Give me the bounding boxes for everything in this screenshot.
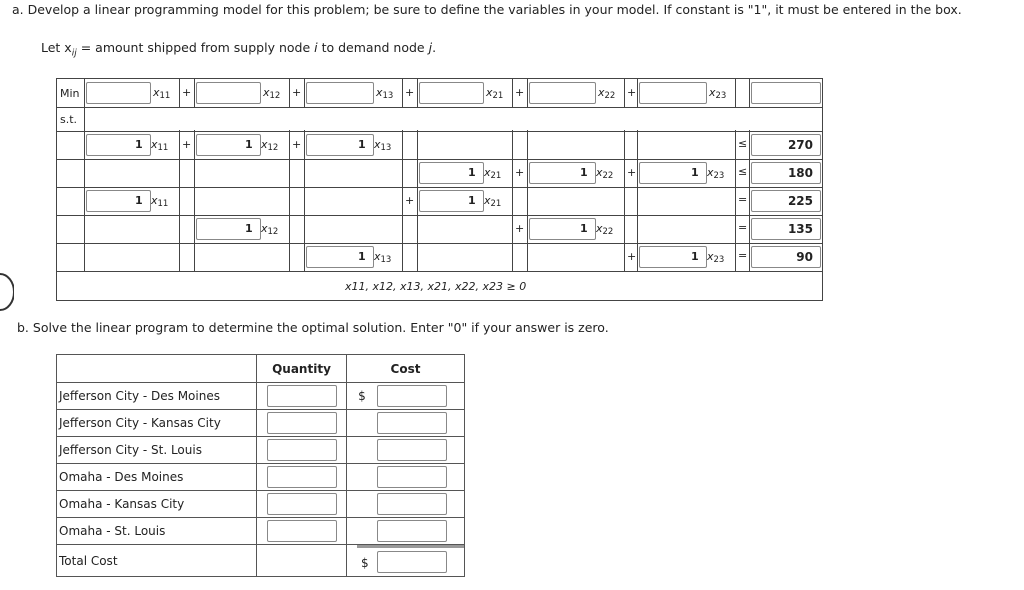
objective-coef-input-11[interactable] (86, 82, 151, 104)
result-row (57, 383, 465, 410)
constraint2-var-21: $x_{21}$ (484, 166, 502, 181)
cost-cell (347, 518, 465, 545)
result-row (57, 410, 465, 437)
constraint1-var-12: $x_{12}$ (261, 138, 279, 153)
let-j: j (428, 40, 433, 55)
cost-cell (347, 464, 465, 491)
total-cost-cell (347, 545, 465, 577)
part-b-instruction: b. Solve the linear program to determine the optimal solution. Enter "0" if your answer is zero. (17, 320, 609, 335)
quantity-input[interactable] (267, 493, 337, 515)
quantity-cell (257, 464, 347, 491)
constraint2-plus-4: + (627, 166, 637, 179)
min-label: Min (60, 87, 80, 100)
part-a-instruction: a. Develop a linear programming model for this problem; be sure to define the variables in your model. If constant is "1", it must be entered in the box. (12, 2, 962, 17)
objective-coef-input-22[interactable] (529, 82, 596, 104)
objective-coef-input-23[interactable] (639, 82, 707, 104)
cost-input[interactable] (377, 412, 447, 434)
constraint3-coef-11: 1 (135, 194, 143, 207)
objective-plus-2: + (405, 86, 415, 99)
row-divider (57, 215, 822, 216)
constraint4-coef-22: 1 (580, 222, 588, 235)
constraint2-var-23: $x_{23}$ (707, 166, 725, 181)
let-i: i (314, 40, 318, 55)
route-label: Omaha - St. Louis (57, 518, 257, 545)
quantity-cell (257, 491, 347, 518)
st-divider (84, 107, 85, 131)
constraint2-relation: ≤ (738, 165, 748, 178)
route-label: Omaha - Des Moines (57, 464, 257, 491)
route-label: Jefferson City - Kansas City (57, 410, 257, 437)
dollar-sign: $ (361, 556, 369, 570)
cost-input[interactable] (377, 466, 447, 488)
cost-input[interactable] (377, 439, 447, 461)
constraint5-rhs-value: 90 (796, 250, 813, 264)
total-cost-label: Total Cost (57, 545, 257, 577)
objective-var-23: $x_{23}$ (709, 86, 727, 101)
quantity-cell (257, 437, 347, 464)
row-divider (57, 131, 822, 132)
objective-var-21: $x_{21}$ (486, 86, 504, 101)
result-row (57, 464, 465, 491)
objective-coef-input-12[interactable] (196, 82, 261, 104)
quantity-header: Quantity (257, 355, 347, 383)
row-divider (57, 271, 822, 272)
constraint4-rhs-value: 135 (787, 222, 813, 236)
result-row (57, 437, 465, 464)
total-quantity-blank (257, 545, 347, 577)
cost-cell (347, 437, 465, 464)
quantity-cell (257, 410, 347, 437)
dollar-sign: $ (358, 388, 366, 403)
let-to: to demand node (317, 40, 429, 55)
constraint4-coef-12: 1 (245, 222, 253, 235)
quantity-input[interactable] (267, 520, 337, 542)
constraint1-rhs-value: 270 (787, 138, 813, 152)
quantity-cell (257, 518, 347, 545)
constraint3-coef-21: 1 (468, 194, 476, 207)
constraint5-var-23: $x_{23}$ (707, 250, 725, 265)
st-label: s.t. (60, 113, 78, 126)
objective-coef-input-13[interactable] (306, 82, 374, 104)
objective-extra-input[interactable] (751, 82, 821, 104)
objective-var-22: $x_{22}$ (598, 86, 616, 101)
total-rule (357, 545, 464, 548)
let-sub: ij (71, 48, 77, 59)
objective-plus-4: + (627, 86, 637, 99)
quantity-input[interactable] (267, 412, 337, 434)
constraint2-plus-3: + (515, 166, 525, 179)
route-label: Omaha - Kansas City (57, 491, 257, 518)
header-blank (57, 355, 257, 383)
cost-cell (347, 383, 465, 410)
total-cost-input[interactable] (377, 551, 447, 573)
constraint4-var-22: $x_{22}$ (596, 222, 614, 237)
constraint1-plus-1: + (292, 138, 302, 151)
constraint5-coef-23: 1 (691, 250, 699, 263)
constraint2-coef-22: 1 (580, 166, 588, 179)
objective-plus-3: + (515, 86, 525, 99)
constraint1-coef-13: 1 (358, 138, 366, 151)
objective-var-13: $x_{13}$ (376, 86, 394, 101)
cost-header: Cost (347, 355, 465, 383)
quantity-cell (257, 383, 347, 410)
route-label: Jefferson City - Des Moines (57, 383, 257, 410)
constraint5-plus-4: + (627, 250, 637, 263)
constraint1-relation: ≤ (738, 137, 748, 150)
quantity-input[interactable] (267, 385, 337, 407)
quantity-input[interactable] (267, 439, 337, 461)
row-divider (57, 187, 822, 188)
results-table (56, 354, 465, 577)
constraint2-coef-21: 1 (468, 166, 476, 179)
route-label: Jefferson City - St. Louis (57, 437, 257, 464)
constraint5-var-13: $x_{13}$ (374, 250, 392, 265)
objective-plus-0: + (182, 86, 192, 99)
objective-plus-1: + (292, 86, 302, 99)
result-row (57, 491, 465, 518)
objective-var-11: $x_{11}$ (153, 86, 171, 101)
st-row-mask (85, 108, 821, 130)
objective-coef-input-21[interactable] (419, 82, 484, 104)
let-end: . (432, 40, 437, 55)
constraint2-var-22: $x_{22}$ (596, 166, 614, 181)
constraint3-var-21: $x_{21}$ (484, 194, 502, 209)
objective-var-12: $x_{12}$ (263, 86, 281, 101)
row-divider (57, 159, 822, 160)
cost-input[interactable] (377, 493, 447, 515)
constraint4-plus-3: + (515, 222, 525, 235)
constraint4-relation: = (738, 221, 748, 234)
quantity-input[interactable] (267, 466, 337, 488)
row-divider (57, 243, 822, 244)
constraint2-rhs-value: 180 (787, 166, 813, 180)
constraint1-plus-0: + (182, 138, 192, 151)
constraint1-var-11: $x_{11}$ (151, 138, 169, 153)
cost-input[interactable] (377, 385, 447, 407)
cost-cell (347, 410, 465, 437)
constraint1-var-13: $x_{13}$ (374, 138, 392, 153)
constraint3-relation: = (738, 193, 748, 206)
constraint3-var-11: $x_{11}$ (151, 194, 169, 209)
let-mid: = amount shipped from supply node (76, 40, 315, 55)
constraint4-var-12: $x_{12}$ (261, 222, 279, 237)
constraint3-rhs-value: 225 (787, 194, 813, 208)
constraint2-coef-23: 1 (691, 166, 699, 179)
constraint5-coef-13: 1 (358, 250, 366, 263)
constraint1-coef-12: 1 (245, 138, 253, 151)
cost-input[interactable] (377, 520, 447, 542)
constraint1-coef-11: 1 (135, 138, 143, 151)
variable-definition (41, 40, 436, 59)
result-row (57, 518, 465, 545)
lp-model-table (56, 78, 823, 301)
page-arc-decoration (0, 272, 14, 312)
cost-cell (347, 491, 465, 518)
constraint3-plus-2: + (405, 194, 415, 207)
let-prefix: Let x (41, 40, 72, 55)
constraint5-relation: = (738, 249, 748, 262)
nonnegativity-constraint: x11, x12, x13, x21, x22, x23 ≥ 0 (345, 280, 527, 293)
